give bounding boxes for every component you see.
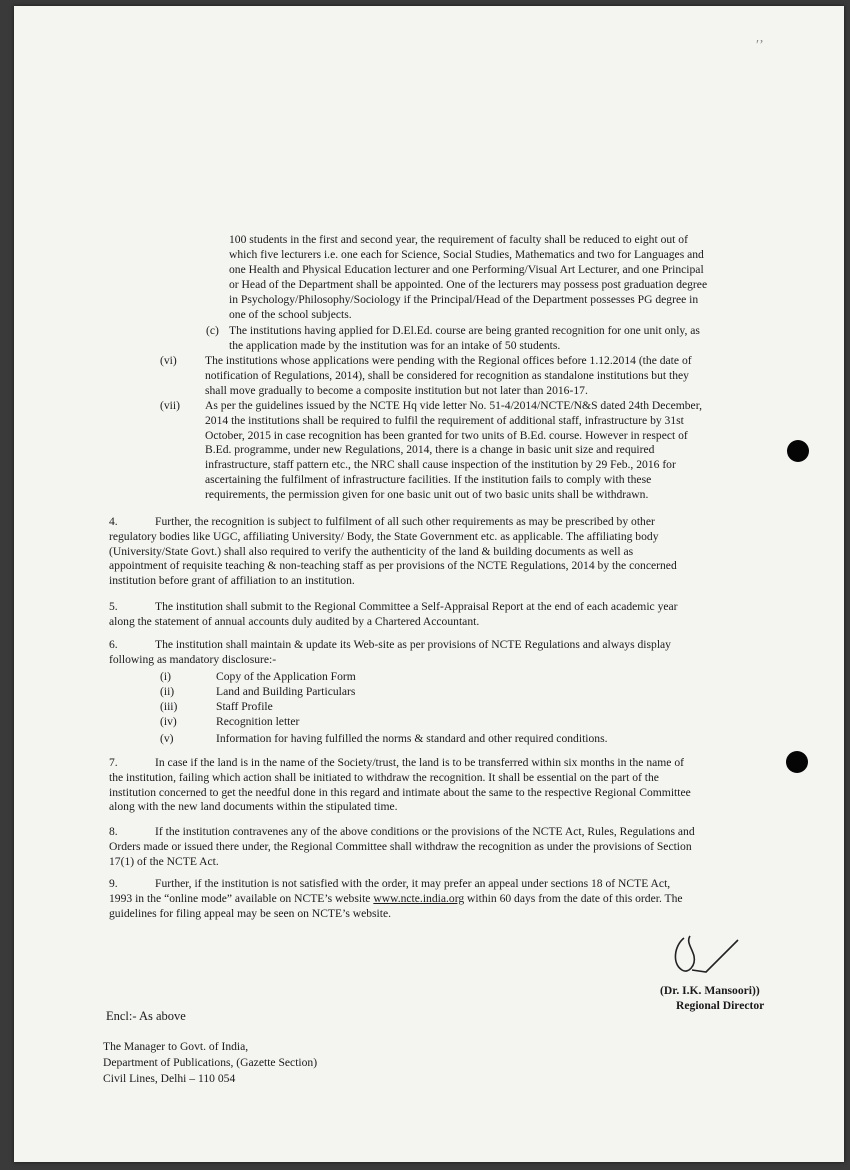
signatory-name: (Dr. I.K. Mansoori)) — [660, 984, 760, 997]
ncte-website-link[interactable]: www.ncte.india.org — [373, 891, 465, 905]
recipient-line: The Manager to Govt. of India, — [103, 1040, 249, 1053]
clause-c-label: (c) — [206, 324, 219, 337]
list-item-number: (iv) — [160, 715, 177, 728]
list-item-text: Information for having fulfilled the norms & standard and other required conditions. — [216, 732, 608, 745]
para8-number: 8. — [109, 825, 118, 838]
clause-vi-text: The institutions whose applications were pending with the Regional offices before 1.12.2014 (the date of notification of Regulations, 2014), shall be considered for recognition as standalone institutions but they shall move gradually to become a composite institution but not later than 2016-17. — [205, 354, 692, 397]
continuation-line: which five lecturers i.e. one each for Science, Social Studies, Mathematics and two for Languages and — [229, 248, 704, 261]
para9-line2 — [109, 892, 791, 907]
para9-text — [109, 877, 791, 921]
punch-hole-icon — [787, 440, 809, 462]
list-item-text: Recognition letter — [216, 715, 300, 728]
para8-text: If the institution contravenes any of the above conditions or the provisions of the NCTE Act, Rules, Regulations and Orders made or issued there under, the Regional Committee shall withdraw the recognition as under the provisions of Section 17(1) of the NCTE Act. — [109, 825, 695, 868]
continuation-line: one Health and Physical Education lecturer and one Performing/Visual Art Lecturer, and one Principal — [229, 263, 704, 276]
para4-number: 4. — [109, 515, 118, 528]
para9-line3: guidelines for filing appeal may be seen on NCTE’s website. — [109, 906, 392, 920]
list-item-number: (i) — [160, 670, 171, 683]
continuation-line: one of the school subjects. — [229, 308, 352, 321]
enclosure-note: Encl:- As above — [106, 1009, 186, 1023]
clause-vii-label: (vii) — [160, 399, 180, 412]
scan-mark-icon: ′’ — [756, 38, 764, 53]
list-item-number: (iii) — [160, 700, 178, 713]
list-item-text: Copy of the Application Form — [216, 670, 356, 683]
para7-number: 7. — [109, 756, 118, 769]
para9-line1: Further, if the institution is not satisfied with the order, it may prefer an appeal under sections 18 of NCTE Act, — [155, 877, 671, 890]
para5-text: The institution shall submit to the Regional Committee a Self-Appraisal Report at the end of each academic year along the statement of annual accounts duly audited by a Chartered Accountant. — [109, 600, 678, 628]
recipient-line: Department of Publications, (Gazette Section) — [103, 1056, 318, 1069]
signatory-title: Regional Director — [676, 999, 765, 1012]
list-item-number: (v) — [160, 732, 174, 745]
list-item-text: Land and Building Particulars — [216, 685, 356, 698]
para9-number: 9. — [109, 877, 118, 890]
signature-mark — [666, 926, 756, 981]
continuation-line: in Psychology/Philosophy/Sociology if the Principal/Head of the Department possesses PG degree in — [229, 293, 699, 306]
recipient-line: Civil Lines, Delhi – 110 054 — [103, 1072, 236, 1085]
continuation-line: or Head of the Department shall be appointed. One of the lecturers may possess post graduation degree — [229, 278, 708, 291]
para6-text: The institution shall maintain & update its Web-site as per provisions of NCTE Regulations and always display following as mandatory disclosure:- — [109, 638, 671, 666]
para9-line2-end: within 60 days from the date of this order. The — [464, 891, 683, 905]
para4-text: Further, the recognition is subject to fulfilment of all such other requirements as may be prescribed by other regulatory bodies like UGC, affiliating University/ Body, the State Government etc. as applicable. The affiliating body (University/State Govt.) shall also required to verify the authenticity of the land & building documents as well as appointment of requisite teaching & non-teaching staff as per provisions of the NCTE Regulations, 2014 by the concerned institution before grant of affiliation to an institution. — [109, 515, 677, 588]
list-item-number: (ii) — [160, 685, 175, 698]
para7-text: In case if the land is in the name of the Society/trust, the land is to be transferred within six months in the name of the institution, failing which action shall be initiated to withdraw the recognition. It shall be essential on the part of the institution concerned to get the needful done in this regard and intimate about the same to the respective Regional Committee along with the new land documents within the stipulated time. — [109, 756, 691, 814]
clause-vii-text: As per the guidelines issued by the NCTE Hq vide letter No. 51-4/2014/NCTE/N&S dated 24th December, 2014 the institutions shall be required to fulfil the requirement of additional staff, infrastructure by 31st October, 2015 in case recognition has been granted for two units of B.Ed. course. However in respect of B.Ed. programme, under new Regulations, 2014, there is a change in basic unit size and required infrastructure, staff pattern etc., the NRC shall cause inspection of the institution by 29 Feb., 2016 for ascertaining the fulfilment of infrastructure facilities. If the institution fails to comply with these requirements, the permission given for one basic unit out of two basic units shall be withdrawn. — [205, 399, 703, 501]
list-item-text: Staff Profile — [216, 700, 273, 713]
para9-line2-start: 1993 in the “online mode” available on NCTE’s website — [109, 891, 374, 905]
document-page — [14, 6, 844, 1162]
para6-number: 6. — [109, 638, 118, 651]
continuation-line: 100 students in the first and second year, the requirement of faculty shall be reduced to eight out of — [229, 233, 688, 246]
clause-vi-label: (vi) — [160, 354, 177, 367]
clause-c-text: The institutions having applied for D.El.Ed. course are being granted recognition for one unit only, as the application made by the institution was for an intake of 50 students. — [229, 324, 700, 352]
para5-number: 5. — [109, 600, 118, 613]
